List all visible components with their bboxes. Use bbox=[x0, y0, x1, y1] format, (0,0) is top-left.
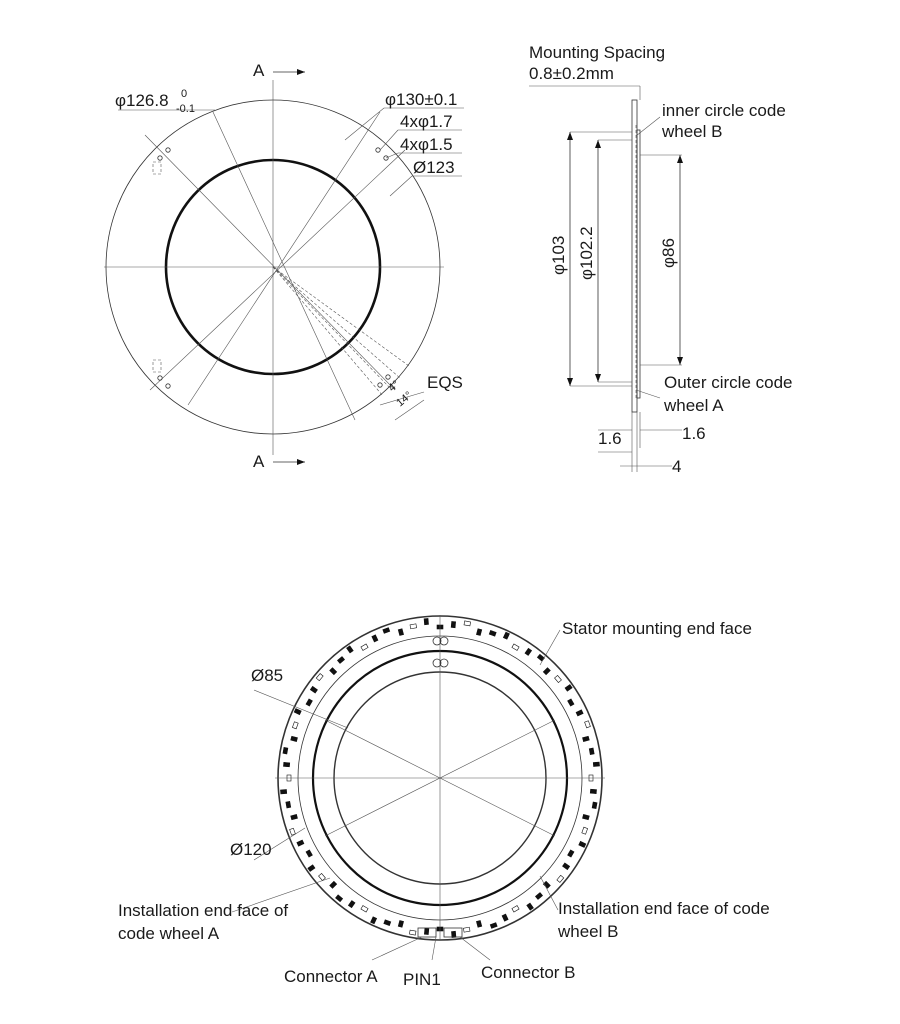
smd-pad bbox=[337, 657, 344, 664]
smd-pad bbox=[525, 648, 532, 655]
smd-pad bbox=[347, 646, 354, 653]
inner-wheel-label-1: inner circle code bbox=[662, 101, 786, 120]
mounting-spacing-value: 0.8±0.2mm bbox=[529, 64, 614, 83]
smd-pad bbox=[555, 675, 562, 682]
smd-pad bbox=[512, 644, 519, 650]
dia-130-label: φ130±0.1 bbox=[385, 90, 458, 109]
smd-pad bbox=[582, 736, 589, 741]
smd-pad bbox=[319, 873, 326, 880]
smd-pad bbox=[290, 828, 296, 835]
inner-wheel-label-2: wheel B bbox=[662, 122, 723, 141]
smd-pad bbox=[512, 906, 519, 912]
smd-pad bbox=[348, 900, 355, 907]
smd-pad bbox=[489, 630, 496, 636]
smd-pad bbox=[297, 840, 304, 846]
smd-pad bbox=[372, 635, 378, 642]
smd-pad bbox=[585, 721, 591, 728]
connector-a-label: Connector A bbox=[284, 967, 378, 986]
smd-pad bbox=[336, 895, 343, 902]
smd-pad bbox=[306, 850, 312, 857]
smd-pad bbox=[398, 629, 403, 636]
smd-pad bbox=[283, 747, 288, 754]
mounting-spacing-title: Mounting Spacing bbox=[529, 43, 666, 62]
mounting-holes bbox=[153, 148, 390, 388]
smd-pad bbox=[582, 827, 588, 834]
smd-pad bbox=[589, 748, 594, 755]
smd-pad bbox=[451, 621, 456, 627]
smd-pad bbox=[424, 618, 429, 624]
diagonal-line-1 bbox=[145, 135, 395, 390]
stator-face-label: Stator mounting end face bbox=[562, 619, 752, 638]
smd-pad bbox=[576, 710, 583, 716]
outer-tol-lower: -0.1 bbox=[176, 103, 195, 115]
smd-pad bbox=[283, 762, 289, 767]
smd-pad bbox=[582, 814, 589, 819]
dim-4-label: 4 bbox=[672, 457, 682, 476]
smd-pad bbox=[543, 668, 550, 675]
smd-pad bbox=[503, 632, 509, 639]
section-label-bottom: A bbox=[253, 452, 265, 471]
dia-1022-label: φ102.2 bbox=[577, 226, 596, 280]
front-view bbox=[104, 61, 464, 471]
smd-pad bbox=[463, 927, 470, 932]
holes-15-label: 4xφ1.5 bbox=[400, 135, 453, 154]
smd-pad bbox=[565, 685, 572, 692]
install-a-label-1: Installation end face of bbox=[118, 901, 289, 920]
install-b-label-2: wheel B bbox=[558, 922, 619, 941]
smd-pad bbox=[527, 903, 534, 910]
section-label-top: A bbox=[253, 61, 265, 80]
smd-pad bbox=[291, 814, 298, 819]
holes-17-label: 4xφ1.7 bbox=[400, 112, 453, 131]
smd-pad bbox=[306, 699, 312, 706]
smd-pad bbox=[371, 917, 377, 924]
smd-pad bbox=[590, 789, 596, 794]
smd-pad bbox=[292, 722, 298, 729]
smd-pad bbox=[568, 699, 574, 706]
smd-pad bbox=[490, 923, 497, 929]
smd-pad bbox=[384, 920, 391, 926]
smd-pad bbox=[476, 920, 481, 927]
install-a-label-2: code wheel A bbox=[118, 924, 220, 943]
smd-pad bbox=[410, 624, 417, 629]
outer-wheel-label-1: Outer circle code bbox=[664, 373, 793, 392]
angle-14-label: 14° bbox=[394, 389, 415, 410]
smd-pad bbox=[294, 709, 301, 715]
outer-diameter-label: φ126.8 bbox=[115, 91, 169, 110]
smd-pad bbox=[361, 644, 368, 650]
smd-pad bbox=[330, 668, 337, 675]
smd-pad bbox=[476, 629, 481, 636]
smd-pad bbox=[464, 621, 471, 626]
eqs-label: EQS bbox=[427, 373, 463, 392]
dia-120-label: Ø120 bbox=[230, 840, 272, 859]
diagonal-line-4 bbox=[188, 112, 380, 405]
smd-pad bbox=[308, 865, 315, 872]
connector-b-label: Connector B bbox=[481, 963, 576, 982]
smd-pad bbox=[593, 762, 599, 767]
smd-pad bbox=[286, 801, 291, 808]
bottom-view bbox=[118, 615, 770, 989]
dim-16-left: 1.6 bbox=[598, 429, 622, 448]
smd-pad bbox=[316, 674, 323, 681]
dia-86-label: φ86 bbox=[659, 238, 678, 268]
smd-pad bbox=[562, 863, 569, 870]
smd-pad bbox=[424, 928, 429, 934]
smd-pad bbox=[383, 628, 390, 634]
smd-pad bbox=[291, 736, 298, 741]
smd-pad bbox=[330, 881, 337, 888]
smd-pad bbox=[568, 850, 574, 857]
outer-tol-upper: 0 bbox=[181, 88, 188, 100]
smd-pad bbox=[557, 875, 564, 882]
plate-outer bbox=[637, 130, 640, 398]
dia-85-label: Ø85 bbox=[251, 666, 284, 685]
smd-pad bbox=[409, 930, 416, 935]
dia-123-label: Ø123 bbox=[413, 158, 455, 177]
side-view bbox=[529, 43, 793, 476]
dim-16-right: 1.6 bbox=[682, 424, 706, 443]
smd-pad bbox=[537, 654, 544, 661]
smd-pad bbox=[280, 789, 286, 794]
install-b-label-1: Installation end face of code bbox=[558, 899, 770, 918]
smd-pad bbox=[361, 906, 368, 912]
pin1-label: PIN1 bbox=[403, 970, 441, 989]
smd-pad bbox=[592, 802, 597, 809]
outer-wheel-label-2: wheel A bbox=[664, 396, 724, 415]
dia-103-label: φ103 bbox=[549, 235, 568, 275]
smd-pad bbox=[535, 893, 542, 900]
smd-pad bbox=[398, 920, 403, 927]
smd-pad bbox=[502, 914, 508, 921]
angle-4-label: 4° bbox=[386, 378, 402, 395]
smd-pad bbox=[579, 841, 586, 847]
smd-pad bbox=[310, 686, 317, 693]
